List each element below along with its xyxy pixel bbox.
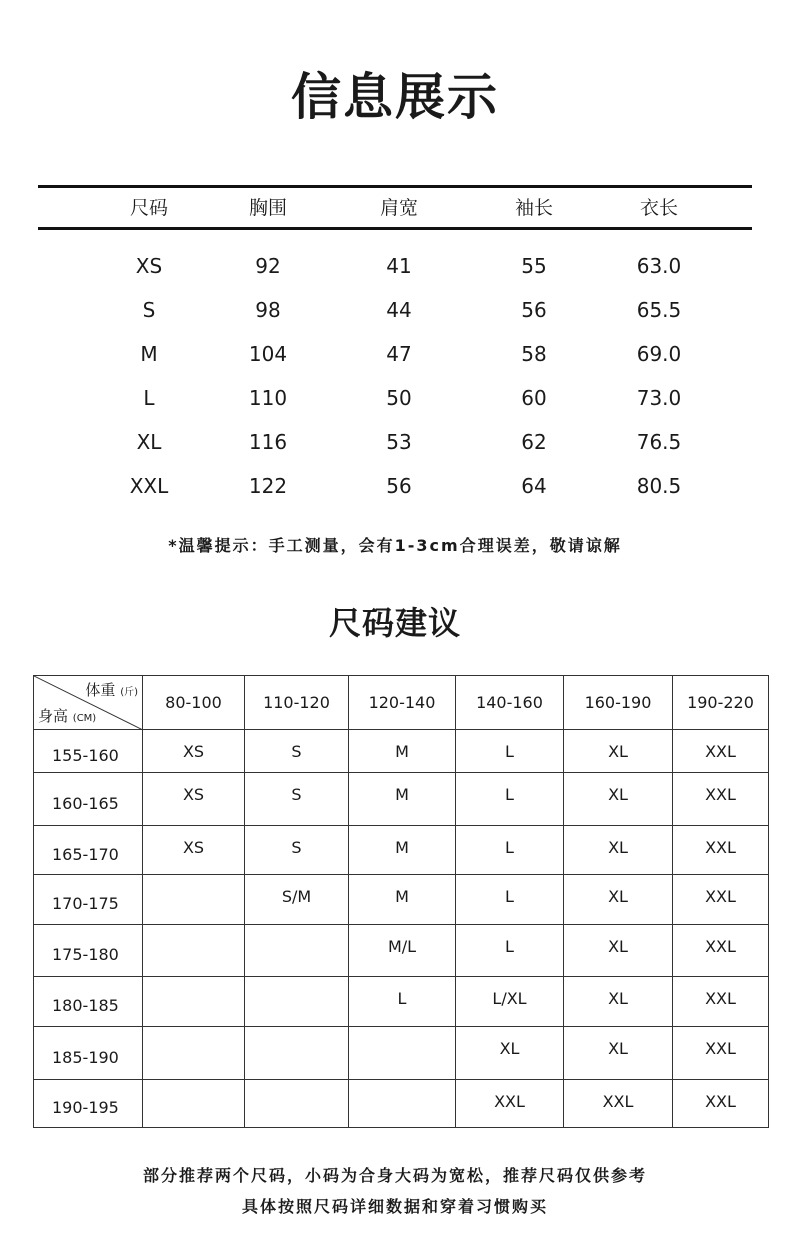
size-cell-sleeve: 64: [521, 474, 547, 498]
recommended-size: XXL: [456, 1080, 564, 1128]
size-cell-shoulder: 56: [386, 474, 412, 498]
size-cell-chest: 116: [248, 430, 288, 454]
recommended-size: XL: [564, 875, 673, 925]
recommended-size: M: [349, 826, 456, 875]
recommended-size: L/XL: [456, 977, 564, 1027]
size-cell-length: 63.0: [636, 254, 682, 278]
recommended-size: [245, 977, 349, 1027]
recommended-size: L: [349, 977, 456, 1027]
recommended-size: S/M: [245, 875, 349, 925]
recommended-size: L: [456, 773, 564, 826]
recommended-size: XL: [564, 1027, 673, 1080]
recommended-size: L: [456, 826, 564, 875]
recommended-size: M: [349, 730, 456, 773]
recommended-size: XL: [564, 977, 673, 1027]
recommended-size: XXL: [673, 773, 769, 826]
recommended-size: XS: [143, 730, 245, 773]
corner-height-label: 身高 (CM): [38, 707, 97, 725]
header-size: 尺码: [129, 197, 169, 219]
recommended-size: XL: [564, 730, 673, 773]
recommended-size: XL: [456, 1027, 564, 1080]
header-length: 衣长: [639, 197, 679, 219]
height-range: 155-160: [34, 730, 143, 773]
rec-row: [34, 875, 769, 925]
footer-note-1: 部分推荐两个尺码，小码为合身大码为宽松，推荐尺码仅供参考: [142, 1166, 647, 1185]
corner-weight-label: 体重 (斤): [85, 681, 138, 699]
height-range: 175-180: [34, 925, 143, 977]
rec-row: [34, 773, 769, 826]
size-cell-shoulder: 44: [386, 298, 412, 322]
size-cell-size: M: [140, 342, 158, 366]
size-cell-sleeve: 56: [521, 298, 547, 322]
height-range: 190-195: [34, 1080, 143, 1128]
footer-note-2: 具体按照尺码详细数据和穿着习惯购买: [241, 1197, 548, 1216]
recommended-size: [143, 925, 245, 977]
size-row: [38, 251, 752, 281]
header-shoulder: 肩宽: [379, 197, 419, 219]
size-recommendation-table: [33, 675, 769, 1128]
rec-row: [34, 730, 769, 773]
recommended-size: S: [245, 730, 349, 773]
recommended-size: L: [456, 730, 564, 773]
weight-header: 160-190: [564, 676, 673, 730]
height-range: 165-170: [34, 826, 143, 875]
size-cell-length: 65.5: [636, 298, 682, 322]
weight-header: 190-220: [673, 676, 769, 730]
size-cell-size: XXL: [129, 474, 169, 498]
page-title: 信息展示: [291, 68, 499, 126]
recommended-size: [245, 1080, 349, 1128]
rec-row: [34, 1027, 769, 1080]
recommended-size: [349, 1080, 456, 1128]
size-cell-sleeve: 62: [521, 430, 547, 454]
recommended-size: [143, 1080, 245, 1128]
size-cell-chest: 98: [255, 298, 281, 322]
recommended-size: [143, 875, 245, 925]
weight-header: 140-160: [456, 676, 564, 730]
weight-header: 80-100: [143, 676, 245, 730]
recommended-size: XL: [564, 773, 673, 826]
recommended-size: S: [245, 773, 349, 826]
size-row: [38, 471, 752, 501]
recommended-size: XXL: [564, 1080, 673, 1128]
recommended-size: XS: [143, 773, 245, 826]
recommended-size: M/L: [349, 925, 456, 977]
size-cell-sleeve: 60: [521, 386, 547, 410]
recommended-size: XS: [143, 826, 245, 875]
rec-row: [34, 1080, 769, 1128]
recommended-size: [245, 1027, 349, 1080]
recommended-size: M: [349, 773, 456, 826]
header-chest: 胸围: [248, 197, 288, 219]
recommended-size: [143, 1027, 245, 1080]
header-sleeve: 袖长: [514, 197, 554, 219]
size-cell-chest: 122: [248, 474, 288, 498]
size-cell-shoulder: 53: [386, 430, 412, 454]
height-range: 170-175: [34, 875, 143, 925]
rec-row: [34, 925, 769, 977]
table-top-rule: [38, 185, 752, 188]
recommended-size: XL: [564, 925, 673, 977]
recommended-size: M: [349, 875, 456, 925]
size-cell-shoulder: 41: [386, 254, 412, 278]
size-cell-shoulder: 47: [386, 342, 412, 366]
size-cell-length: 80.5: [636, 474, 682, 498]
recommended-size: XXL: [673, 1027, 769, 1080]
size-cell-size: L: [143, 386, 155, 410]
rec-header-row: [34, 676, 769, 730]
recommended-size: S: [245, 826, 349, 875]
size-cell-length: 73.0: [636, 386, 682, 410]
size-row: [38, 383, 752, 413]
size-table-header: [38, 193, 752, 223]
rec-row: [34, 977, 769, 1027]
size-cell-chest: 92: [255, 254, 281, 278]
recommended-size: XXL: [673, 826, 769, 875]
recommended-size: [245, 925, 349, 977]
size-cell-chest: 110: [248, 386, 288, 410]
recommended-size: XXL: [673, 875, 769, 925]
size-cell-length: 76.5: [636, 430, 682, 454]
recommended-size: [143, 977, 245, 1027]
size-cell-length: 69.0: [636, 342, 682, 366]
recommended-size: L: [456, 925, 564, 977]
size-cell-sleeve: 58: [521, 342, 547, 366]
weight-header: 110-120: [245, 676, 349, 730]
corner-cell: [34, 676, 143, 730]
recommended-size: XXL: [673, 1080, 769, 1128]
size-row: [38, 427, 752, 457]
rec-row: [34, 826, 769, 875]
size-row: [38, 339, 752, 369]
recommended-size: XXL: [673, 730, 769, 773]
height-range: 160-165: [34, 773, 143, 826]
height-range: 185-190: [34, 1027, 143, 1080]
weight-header: 120-140: [349, 676, 456, 730]
size-cell-size: XL: [136, 430, 162, 454]
size-cell-shoulder: 50: [386, 386, 412, 410]
size-cell-chest: 104: [248, 342, 288, 366]
recommended-size: XXL: [673, 925, 769, 977]
recommended-size: XL: [564, 826, 673, 875]
recommended-size: L: [456, 875, 564, 925]
table-header-rule: [38, 227, 752, 230]
size-row: [38, 295, 752, 325]
size-cell-size: S: [142, 298, 156, 322]
size-cell-size: XS: [135, 254, 163, 278]
size-cell-sleeve: 55: [521, 254, 547, 278]
height-range: 180-185: [34, 977, 143, 1027]
measurement-tip: *温馨提示：手工测量，会有1-3cm合理误差，敬请谅解: [168, 536, 622, 555]
recommended-size: [349, 1027, 456, 1080]
recommended-size: XXL: [673, 977, 769, 1027]
section-title: 尺码建议: [328, 604, 461, 642]
